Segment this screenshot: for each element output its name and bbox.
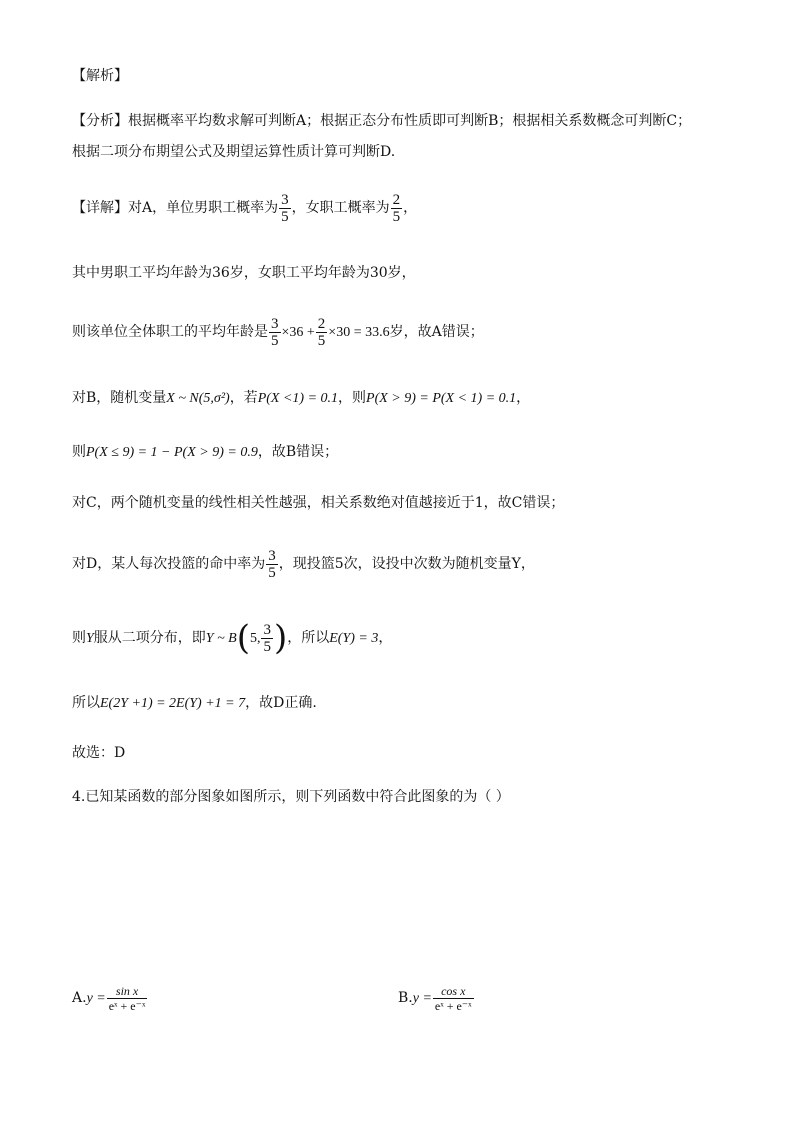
d2-variable: Y xyxy=(86,631,94,646)
fraction-avg-2: $\frac{2}{5}$ xyxy=(317,315,326,349)
d2-end: ， xyxy=(378,630,393,646)
detail-c-line: 对C，两个随机变量的线性相关性越强，相关系数绝对值越接近于1，故C错误； xyxy=(72,495,565,511)
detail-end: ， xyxy=(403,200,418,216)
b-then: P(X > 9) = P(X < 1) = 0.1 xyxy=(366,391,517,406)
b-given: P(X <1) = 0.1 xyxy=(257,391,339,406)
d3-prefix: 所以 xyxy=(72,695,100,711)
option-a xyxy=(72,980,148,1017)
d2-distribution: Y ~ B xyxy=(205,631,237,646)
fraction-hit-rate: $\frac{3}{5}$ xyxy=(268,547,276,581)
fraction-female: $\frac{2}{5}$ xyxy=(392,191,401,225)
detail-line-a xyxy=(72,190,417,226)
option-b xyxy=(398,980,475,1017)
question-4-text: 4.已知某函数的部分图象如图所示，则下列函数中符合此图象的为（ ） xyxy=(72,789,510,805)
d-suffix: ，现投篮5次，设投中次数为随机变量Y， xyxy=(278,556,535,572)
analysis-line-1: 【分析】根据概率平均数求解可判断A；根据正态分布性质即可判断B；根据相关系数概念可判断C； xyxy=(72,113,692,129)
average-suffix: 岁，故A错误； xyxy=(389,324,484,340)
detail-ages: 其中男职工平均年龄为36岁，女职工平均年龄为30岁， xyxy=(72,265,416,281)
detail-b-line xyxy=(72,388,530,409)
analysis-line-2: 根据二项分布期望公式及期望运算性质计算可判断D. xyxy=(72,144,396,160)
fraction-avg-1: $\frac{3}{5}$ xyxy=(271,315,279,349)
option-a-label: A. xyxy=(72,990,87,1006)
detail-d-line xyxy=(72,546,535,582)
left-paren: ( xyxy=(236,618,250,658)
fraction-male: $\frac{3}{5}$ xyxy=(281,191,289,225)
b-given-pre: ，若 xyxy=(229,390,258,406)
b-end: ， xyxy=(516,390,531,406)
b-then-pre: ，则 xyxy=(338,390,367,406)
option-a-fraction: $\frac{\text{sin x}}{\text{eˣ + e⁻ˣ}}$ xyxy=(108,983,146,1013)
d2-n: 5, xyxy=(249,631,261,646)
option-b-fraction: $\frac{\text{cos x}}{\text{eˣ + e⁻ˣ}}$ xyxy=(434,983,472,1013)
d-prefix: 对D，某人每次投篮的命中率为 xyxy=(72,556,266,572)
d3-suffix: ，故D正确. xyxy=(245,695,317,711)
detail-intro: 【详解】对A，单位男职工概率为 xyxy=(72,200,279,216)
average-result: ×30 = 33.6 xyxy=(328,325,390,340)
analysis-heading: 【解析】 xyxy=(72,68,128,84)
d3-expression: E(2Y +1) = 2E(Y) +1 = 7 xyxy=(100,696,246,711)
d2-so: ，所以 xyxy=(287,630,330,646)
option-b-label: B. xyxy=(398,990,413,1006)
detail-b2-line xyxy=(72,442,338,463)
option-b-lhs: y = xyxy=(412,991,432,1006)
detail-mid: ，女职工概率为 xyxy=(291,200,390,216)
b2-expression: P(X ≤ 9) = 1 − P(X > 9) = 0.9 xyxy=(86,445,258,460)
b2-suffix: ，故B错误； xyxy=(257,444,339,460)
detail-d3-line xyxy=(72,693,317,714)
b2-prefix: 则 xyxy=(72,444,86,460)
right-paren: ) xyxy=(273,618,288,658)
b-prefix: 对B，随机变量 xyxy=(72,390,167,406)
answer-line: 故选：D xyxy=(72,745,126,761)
fraction-binomial-p: $\frac{3}{5}$ xyxy=(263,621,271,655)
option-a-lhs: y = xyxy=(86,991,106,1006)
d2-mid: 服从二项分布，即 xyxy=(93,630,206,646)
detail-average xyxy=(72,314,484,351)
d2-expectation: E(Y) = 3 xyxy=(329,631,379,646)
detail-d2-line xyxy=(72,618,392,659)
d2-prefix: 则 xyxy=(72,630,86,646)
b-distribution: X ~ N(5,σ²) xyxy=(166,391,230,406)
average-mid: ×36 + xyxy=(281,325,315,340)
average-prefix: 则该单位全体职工的平均年龄是 xyxy=(72,324,268,340)
